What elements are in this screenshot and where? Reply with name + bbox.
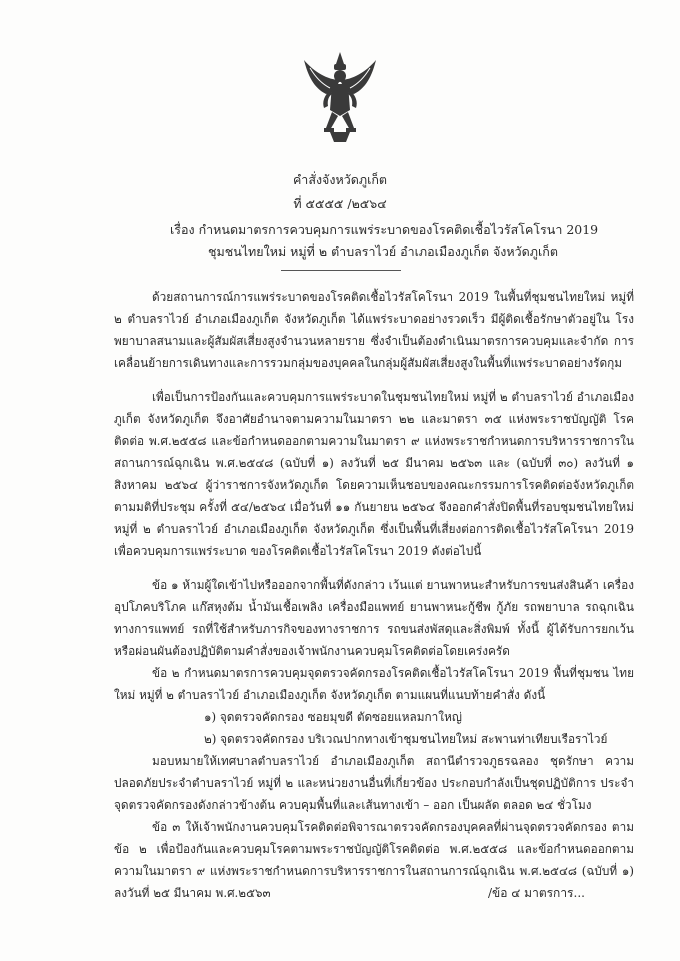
order-body	[114, 286, 634, 916]
paragraph-preamble: ด้วยสถานการณ์การแพร่ระบาดของโรคติดเชื้อไวรัสโคโรนา 2019 ในพื้นที่ชุมชนไทยใหม่ หมู่ที่ ๒ ตำบลราไวย์ อำเภอเมืองภูเก็ต จังหวัดภูเก็ต ได้แพร่ระบาดอย่างรวดเร็ว มีผู้ติดเชื้อรักษาตัวอยู่ใน โรงพยาบาลสนามและผู้สัมผัสเสี่ยงสูงจำนวนหลายราย ซึ่งจำเป็นต้องดำเนินมาตรการควบคุมและจำกัด การเคลื่อนย้ายการเดินทางและการรวมกลุ่มของบุคคลในกลุ่มผู้สัมผัสเสี่ยงสูงในพื้นที่แพร่ระบาดอย่างรัดกุม	[114, 290, 634, 370]
order-title: คำสั่งจังหวัดภูเก็ต	[292, 172, 388, 187]
paragraph-authority: เพื่อเป็นการป้องกันและควบคุมการแพร่ระบาดในชุมชนไทยใหม่ หมู่ที่ ๒ ตำบลราไวย์ อำเภอเมืองภูเก็ต จังหวัดภูเก็ต จึงอาศัยอำนาจตามความในมาตรา ๒๒ และมาตรา ๓๕ แห่งพระราชบัญญัติ โรคติดต่อ พ.ศ.๒๕๕๘ และข้อกำหนดออกตามความในมาตรา ๙ แห่งพระราชกำหนดการบริหารราชการใน สถานการณ์ฉุกเฉิน พ.ศ.๒๕๔๘ (ฉบับที่ ๑) ลงวันที่ ๒๕ มีนาคม ๒๕๖๓ และ (ฉบับที่ ๓๐) ลงวันที่ ๑ สิงหาคม ๒๕๖๔ ผู้ว่าราชการจังหวัดภูเก็ต โดยความเห็นชอบของคณะกรรมการโรคติดต่อจังหวัดภูเก็ต ตามมติที่ประชุม ครั้งที่ ๕๔/๒๕๖๔ เมื่อวันที่ ๑๑ กันยายน ๒๕๖๔ จึงออกคำสั่งปิดพื้นที่รอบชุมชนไทยใหม่ หมู่ที่ ๒ ตำบลราไวย์ อำเภอเมืองภูเก็ต จังหวัดภูเก็ต ซึ่งเป็นพื้นที่เสี่ยงต่อการติดเชื้อไวรัสโคโรนา 2019 เพื่อควบคุมการแพร่ระบาด ของโรคติดเชื้อไวรัสโคโรนา 2019 ดังต่อไปนี้	[114, 390, 634, 558]
checkpoint-item-1: ๑) จุดตรวจคัดกรอง ซอยมุขดี ตัดซอยแหลมกาใหญ่	[204, 710, 462, 724]
order-number: ที่ ๕๕๕๕ /๒๕๖๔	[293, 196, 387, 211]
title-divider	[281, 270, 401, 271]
checkpoint-item-2: ๒) จุดตรวจคัดกรอง บริเวณปากทางเข้าชุมชนไทยใหม่ สะพานท่าเทียบเรือราไวย์	[204, 732, 608, 746]
paragraph-clause-1: ข้อ ๑ ห้ามผู้ใดเข้าไปหรือออกจากพื้นที่ดังกล่าว เว้นแต่ ยานพาหนะสำหรับการขนส่งสินค้า เครื่องอุปโภคบริโภค แก๊สหุงต้ม น้ำมันเชื้อเพลิง เครื่องมือแพทย์ ยานพาหนะกู้ชีพ กู้ภัย รถพยาบาล รถฉุกเฉิน ทางการแพทย์ รถที่ใช้สำหรับภารกิจของทางราชการ รถขนส่งพัสดุและสิ่งพิมพ์ ทั้งนี้ ผู้ได้รับการยกเว้น หรือผ่อนผันต้องปฏิบัติตามคำสั่งของเจ้าพนักงานควบคุมโรคติดต่อโดยเคร่งครัด	[114, 578, 634, 658]
subject-block	[170, 219, 630, 263]
subject-line-2: ชุมชนไทยใหม่ หมู่ที่ ๒ ตำบลราไวย์ อำเภอเมืองภูเก็ต จังหวัดภูเก็ต	[208, 244, 558, 259]
garuda-emblem-icon	[300, 50, 380, 145]
subject-line-1: เรื่อง กำหนดมาตรการควบคุมการแพร่ระบาดของโรคติดเชื้อไวรัสโคโรนา 2019	[170, 222, 599, 237]
continuation-note: /ข้อ ๔ มาตรการ...	[488, 886, 585, 900]
paragraph-clause-3: ข้อ ๓ ให้เจ้าพนักงานควบคุมโรคติดต่อพิจารณาตรวจคัดกรองบุคคลที่ผ่านจุดตรวจคัดกรอง ตามข้อ ๒ เพื่อป้องกันและควบคุมโรคตามพระราชบัญญัติโรคติดต่อ พ.ศ.๒๕๕๘ และข้อกำหนดออกตาม ความในมาตรา ๙ แห่งพระราชกำหนดการบริหารราชการในสถานการณ์ฉุกเฉิน พ.ศ.๒๕๔๘ (ฉบับที่ ๑) ลงวันที่ ๒๕ มีนาคม พ.ศ.๒๕๖๓	[114, 820, 634, 900]
checkpoint-assignment: มอบหมายให้เทศบาลตำบลราไวย์ อำเภอเมืองภูเก็ต สถานีตำรวจภูธรฉลอง ชุดรักษา ความปลอดภัยประจำตำบลราไวย์ หมู่ที่ ๒ และหน่วยงานอื่นที่เกี่ยวข้อง ประกอบกำลังเป็นชุดปฏิบัติการ ประจำจุดตรวจคัดกรองดังกล่าวข้างต้น ควบคุมพื้นที่และเส้นทางเข้า – ออก เป็นผลัด ตลอด ๒๔ ชั่วโมง	[114, 754, 634, 812]
paragraph-clause-2: ข้อ ๒ กำหนดมาตรการควบคุมจุดตรวจคัดกรองโรคติดเชื้อไวรัสโคโรนา 2019 พื้นที่ชุมชน ไทยใหม่ หมู่ที่ ๒ ตำบลราไวย์ อำเภอเมืองภูเก็ต จังหวัดภูเก็ต ตามแผนที่แนบท้ายคำสั่ง ดังนี้	[114, 666, 634, 702]
